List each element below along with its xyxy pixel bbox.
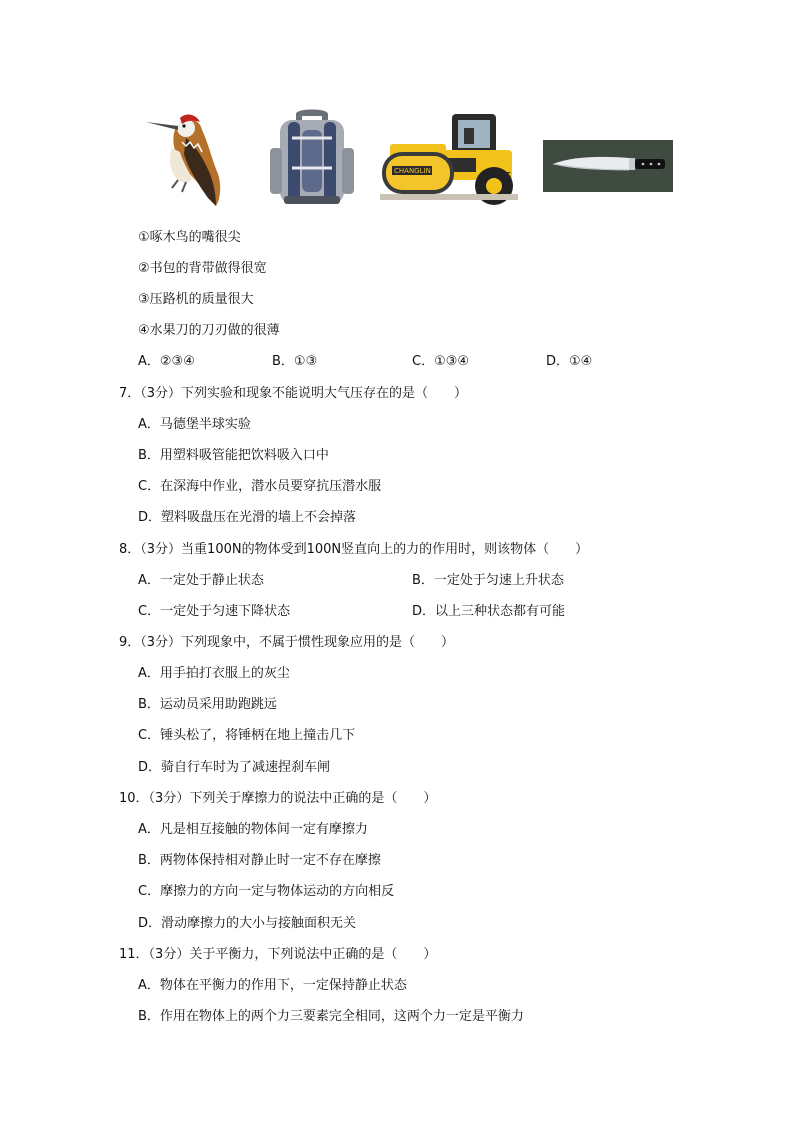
q11-option-b: B．作用在物体上的两个力三要素完全相同，这两个力一定是平衡力 bbox=[138, 1009, 524, 1024]
q8-option-a: A．一定处于静止状态 bbox=[138, 573, 264, 588]
q11-option-a: A．物体在平衡力的作用下，一定保持静止状态 bbox=[138, 978, 407, 993]
q6-statement-4: ④水果刀的刀刃做的很薄 bbox=[138, 323, 280, 338]
road-roller-image bbox=[380, 108, 518, 208]
q6-option-c: C．①③④ bbox=[412, 354, 470, 369]
q8-option-d: D．以上三种状态都有可能 bbox=[412, 604, 566, 619]
q7-option-c: C．在深海中作业，潜水员要穿抗压潜水服 bbox=[138, 479, 382, 494]
roller-label: YZ16T bbox=[482, 171, 511, 180]
svg-text:CHANGLIN: CHANGLIN bbox=[394, 167, 431, 175]
figure-row bbox=[138, 108, 678, 208]
q7-option-a: A．马德堡半球实验 bbox=[138, 417, 251, 432]
q10-option-c: C．摩擦力的方向一定与物体运动的方向相反 bbox=[138, 884, 395, 899]
q7-option-d: D．塑料吸盘压在光滑的墙上不会掉落 bbox=[138, 510, 357, 525]
q7-option-b: B．用塑料吸管能把饮料吸入口中 bbox=[138, 448, 329, 463]
q8-stem: 8．（3分）当重100N的物体受到100N竖直向上的力的作用时，则该物体（ ） bbox=[119, 542, 589, 557]
fruit-knife-image bbox=[543, 140, 673, 192]
q9-stem: 9．（3分）下列现象中，不属于惯性现象应用的是（ ） bbox=[119, 635, 455, 650]
woodpecker-image bbox=[142, 108, 224, 208]
q6-statement-2: ②书包的背带做得很宽 bbox=[138, 261, 267, 276]
q9-option-d: D．骑自行车时为了减速捏刹车闸 bbox=[138, 760, 331, 775]
q10-option-b: B．两物体保持相对静止时一定不存在摩擦 bbox=[138, 853, 381, 868]
q8-option-c: C．一定处于匀速下降状态 bbox=[138, 604, 291, 619]
q8-option-b: B．一定处于匀速上升状态 bbox=[412, 573, 564, 588]
q10-stem: 10．（3分）下列关于摩擦力的说法中正确的是（ ） bbox=[119, 791, 437, 806]
q6-option-a: A．②③④ bbox=[138, 354, 195, 369]
q9-option-b: B．运动员采用助跑跳远 bbox=[138, 697, 277, 712]
q9-option-c: C．锤头松了，将锤柄在地上撞击几下 bbox=[138, 728, 356, 743]
q9-option-a: A．用手拍打衣服上的灰尘 bbox=[138, 666, 290, 681]
q10-option-d: D．滑动摩擦力的大小与接触面积无关 bbox=[138, 916, 357, 931]
q6-option-d: D．①④ bbox=[546, 354, 593, 369]
q6-statement-1: ①啄木鸟的嘴很尖 bbox=[138, 230, 241, 245]
q10-option-a: A．凡是相互接触的物体间一定有摩擦力 bbox=[138, 822, 368, 837]
q6-option-b: B．①③ bbox=[272, 354, 318, 369]
q6-statement-3: ③压路机的质量很大 bbox=[138, 292, 254, 307]
schoolbag-image bbox=[266, 108, 358, 208]
q7-stem: 7．（3分）下列实验和现象不能说明大气压存在的是（ ） bbox=[119, 386, 468, 401]
q11-stem: 11．（3分）关于平衡力，下列说法中正确的是（ ） bbox=[119, 947, 437, 962]
